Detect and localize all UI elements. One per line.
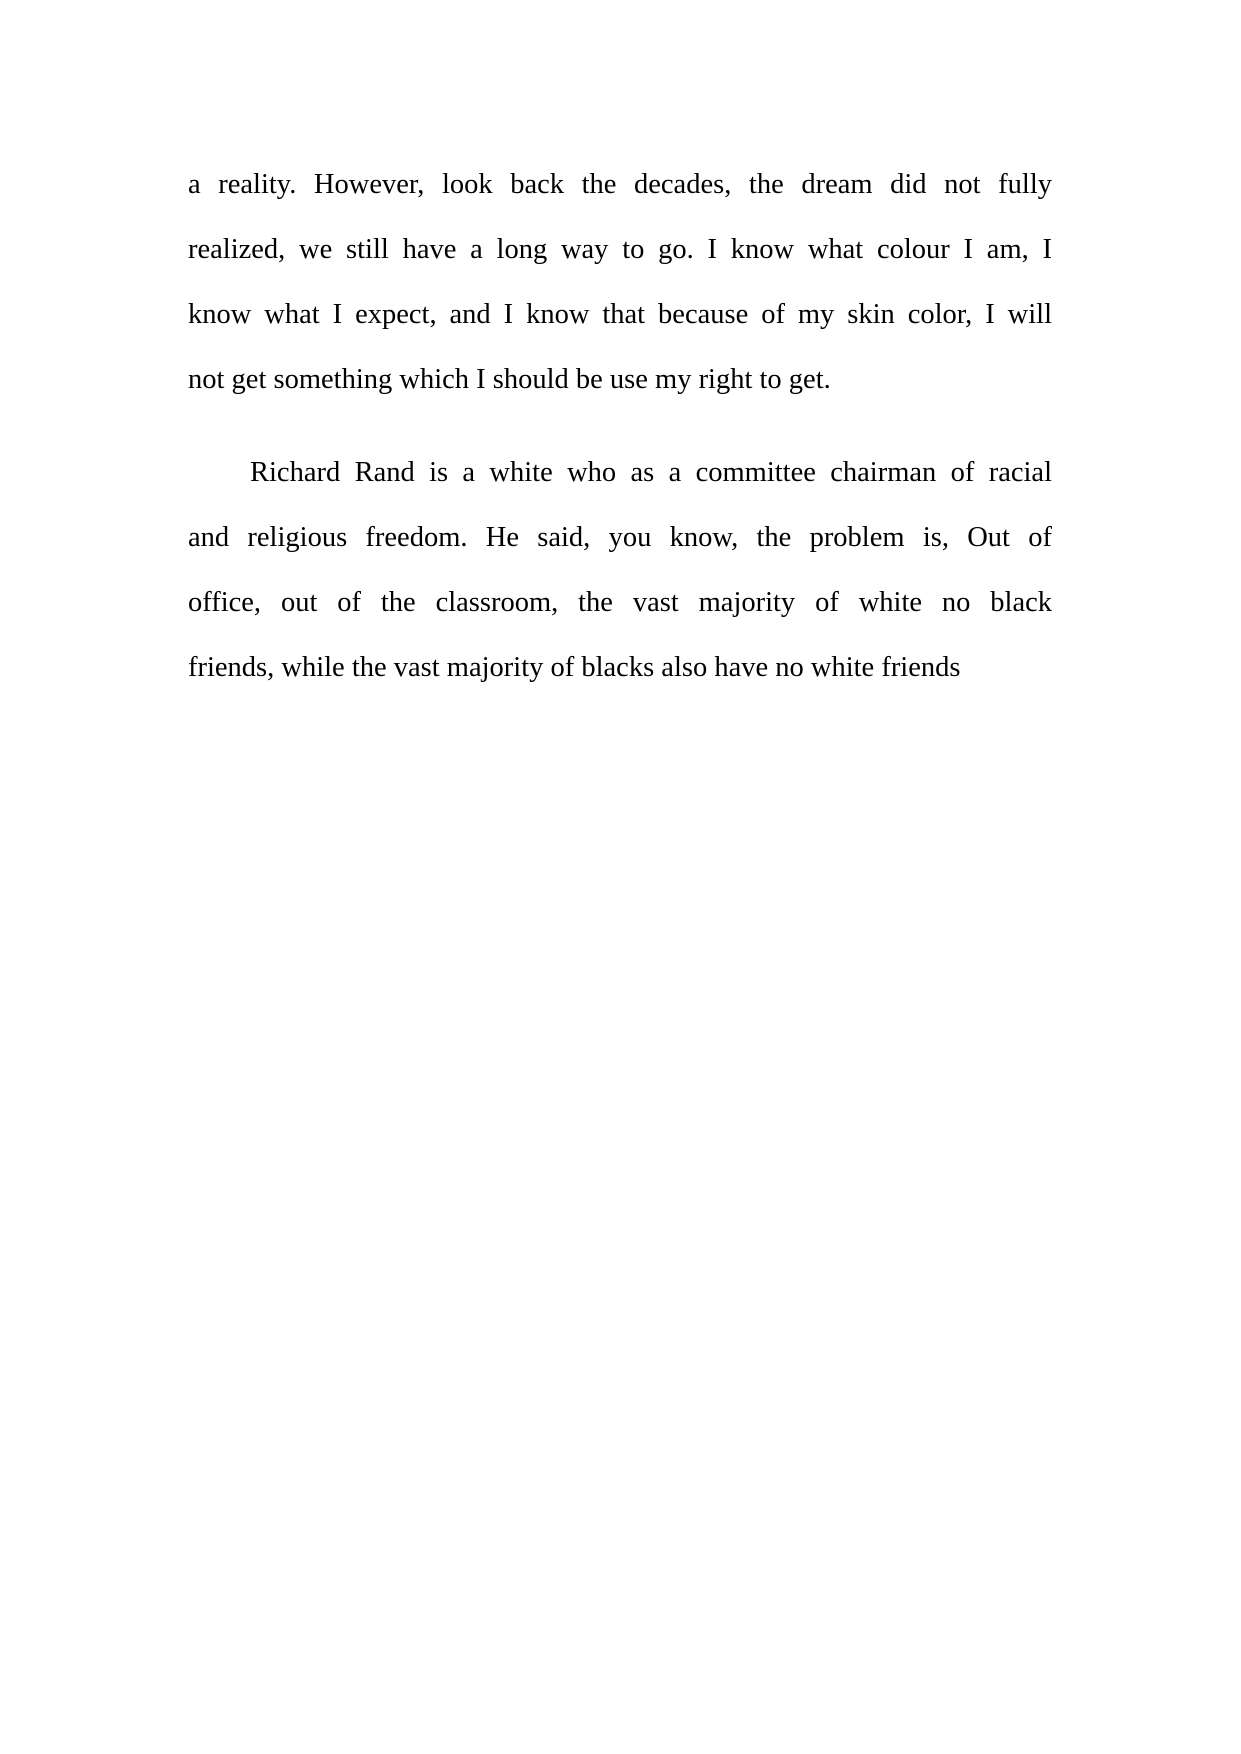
paragraph-2-line-1: Richard Rand is a white who as a committee chairman of racial xyxy=(250,457,1052,488)
paragraph-1-line-2: realized, we still have a long way to go. I know what colour I am, I xyxy=(188,234,1052,265)
paragraph-2-line-4: friends, while the vast majority of blacks also have no white friends xyxy=(188,652,961,683)
paragraph-2-line-3: office, out of the classroom, the vast majority of white no black xyxy=(188,587,1052,618)
paragraph-2 xyxy=(188,440,1052,700)
paragraph-1 xyxy=(188,152,1052,412)
paragraph-1-line-1: a reality. However, look back the decades, the dream did not fully xyxy=(188,169,1052,200)
paragraph-1-line-4: not get something which I should be use my right to get. xyxy=(188,364,831,395)
document-body xyxy=(188,152,1052,700)
paragraph-2-line-2: and religious freedom. He said, you know, the problem is, Out of xyxy=(188,522,1052,553)
paragraph-1-line-3: know what I expect, and I know that because of my skin color, I will xyxy=(188,299,1052,330)
